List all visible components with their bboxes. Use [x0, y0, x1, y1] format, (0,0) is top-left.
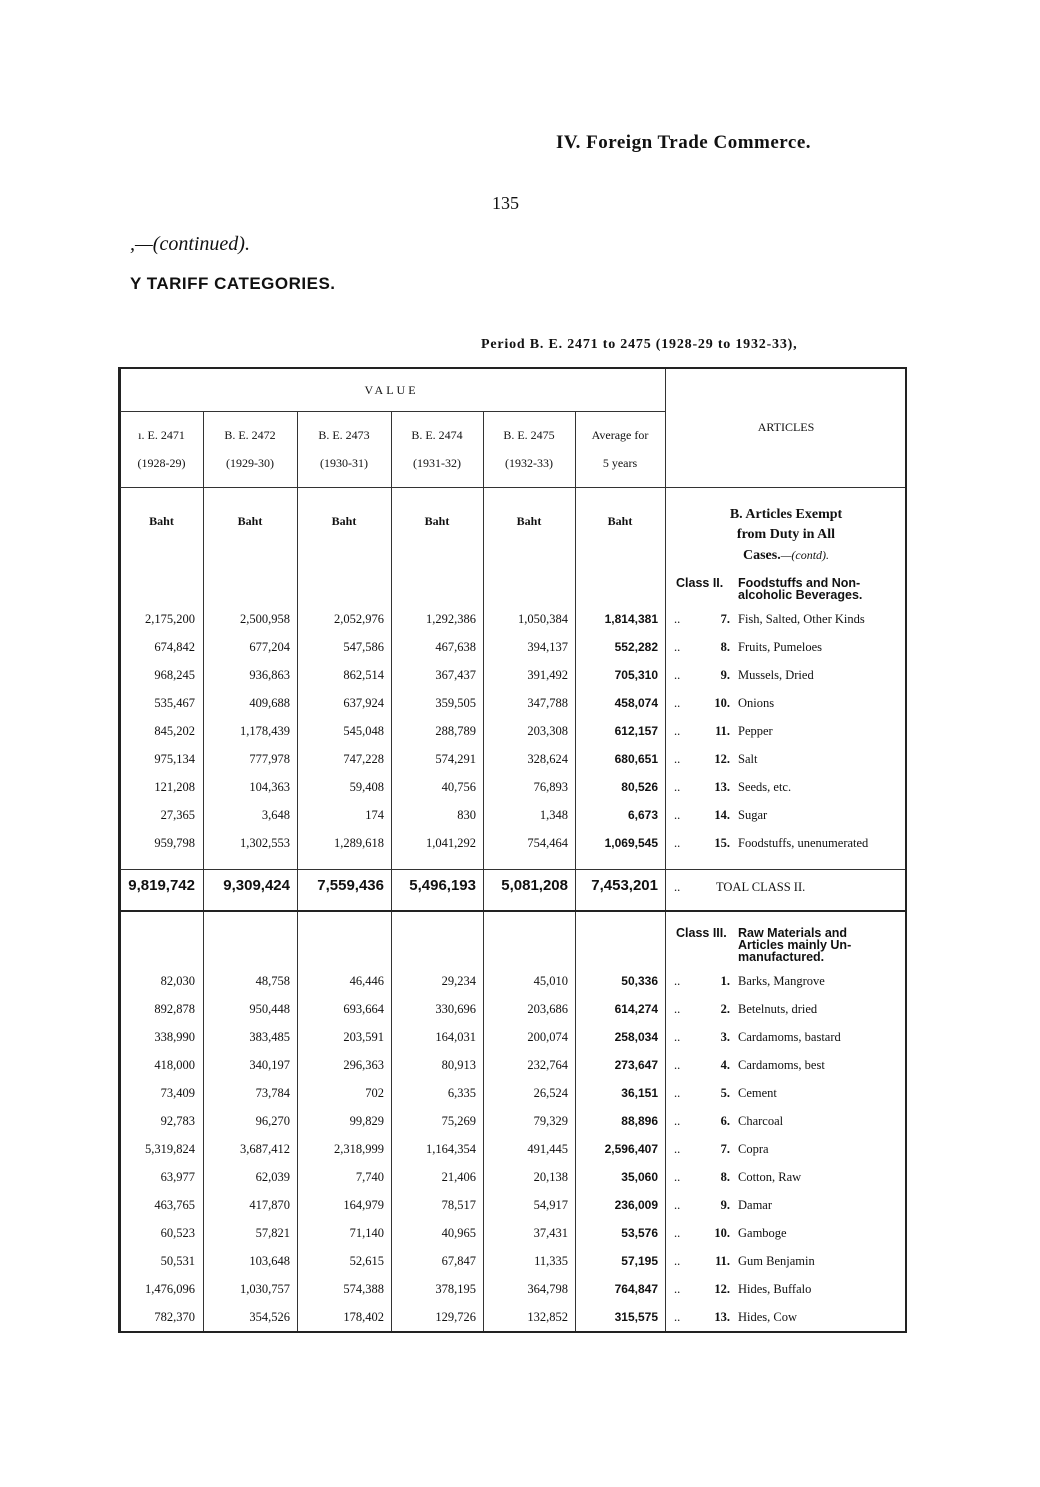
leader-dots: ..: [674, 1170, 681, 1184]
value-cell: 340,197: [249, 1058, 290, 1072]
value-cell: 29,234: [441, 974, 476, 988]
article-number: 3.: [720, 1030, 730, 1044]
total-cell: 5,496,193: [409, 877, 476, 894]
value-cell: 1,030,757: [240, 1282, 290, 1296]
column-year: B. E. 2472: [224, 428, 276, 442]
value-cell: 60,523: [160, 1226, 195, 1240]
article-label: [674, 780, 791, 795]
leader-dots: ..: [674, 1198, 681, 1212]
value-cell: 680,651: [614, 752, 658, 766]
class2-heading: [676, 577, 906, 601]
value-cell: 705,310: [614, 668, 658, 682]
article-name: Fish, Salted, Other Kinds: [738, 612, 865, 626]
value-cell: 535,467: [154, 696, 195, 710]
value-cell: 491,445: [527, 1142, 568, 1156]
article-name: Cardamoms, bastard: [738, 1030, 841, 1044]
value-cell: 394,137: [527, 640, 568, 654]
column-period: (1932-33): [505, 456, 553, 470]
value-cell: 71,140: [349, 1226, 384, 1240]
value-cell: 59,408: [349, 780, 384, 794]
column-unit: Baht: [331, 514, 357, 528]
article-number: 8.: [720, 1170, 730, 1184]
value-cell: 764,847: [614, 1282, 658, 1296]
leader-dots: ..: [674, 640, 681, 654]
leader-dots: ..: [674, 836, 681, 850]
value-cell: 614,274: [614, 1002, 658, 1016]
value-cell: 75,269: [441, 1114, 476, 1128]
value-cell: 99,829: [349, 1114, 384, 1128]
value-cell: 2,596,407: [604, 1142, 658, 1156]
value-cell: 50,336: [621, 974, 658, 988]
value-cell: 2,318,999: [334, 1142, 384, 1156]
value-cell: 936,863: [249, 668, 290, 682]
value-cell: 236,009: [614, 1198, 658, 1212]
value-cell: 552,282: [614, 640, 658, 654]
column-year: B. E. 2475: [503, 428, 555, 442]
value-cell: 121,208: [154, 780, 195, 794]
value-cell: 1,814,381: [604, 612, 658, 626]
value-cell: 677,204: [249, 640, 290, 654]
value-cell: 862,514: [343, 668, 384, 682]
leader-dots: ..: [674, 1002, 681, 1016]
value-cell: 1,069,545: [604, 836, 658, 850]
value-cell: 35,060: [621, 1170, 658, 1184]
value-cell: 6,673: [627, 808, 658, 822]
article-name: Hides, Cow: [738, 1310, 798, 1324]
column-period: 5 years: [602, 456, 638, 470]
article-label: [674, 1058, 825, 1073]
class3-title-line1: Raw Materials and: [738, 926, 848, 940]
group-heading-contd: —(contd).: [780, 548, 830, 562]
article-label: [674, 1282, 811, 1297]
article-number: 7.: [720, 612, 730, 626]
article-label: [674, 836, 868, 851]
value-cell: 37,431: [533, 1226, 568, 1240]
value-cell: 378,195: [435, 1282, 476, 1296]
leader-dots: ..: [674, 1282, 681, 1296]
article-label: [674, 696, 774, 711]
group-heading-line3: [670, 545, 902, 566]
value-cell: 52,615: [349, 1254, 384, 1268]
class3-label: Class III.: [676, 926, 727, 940]
article-name: Fruits, Pumeloes: [738, 640, 823, 654]
article-label: [674, 612, 865, 627]
article-number: 15.: [714, 836, 730, 850]
value-cell: 57,821: [255, 1226, 290, 1240]
leader-dots: ..: [674, 1058, 681, 1072]
article-name: Sugar: [738, 808, 768, 822]
article-label: [674, 668, 814, 683]
value-cell: 129,726: [435, 1310, 476, 1324]
class2-title-line2: alcoholic Beverages.: [738, 588, 863, 602]
article-number: 9.: [720, 668, 730, 682]
value-cell: 80,526: [621, 780, 658, 794]
article-name: Damar: [738, 1198, 773, 1212]
value-cell: 7,740: [355, 1170, 384, 1184]
column-unit: Baht: [516, 514, 542, 528]
value-cell: 367,437: [435, 668, 476, 682]
row-rule: [120, 487, 905, 488]
value-cell: 232,764: [527, 1058, 568, 1072]
article-name: Gum Benjamin: [738, 1254, 815, 1268]
value-cell: 2,500,958: [240, 612, 290, 626]
group-heading: [670, 505, 902, 566]
column-period: (1929-30): [226, 456, 274, 470]
group-heading-line1: B. Articles Exempt: [729, 507, 843, 522]
article-name: Hides, Buffalo: [738, 1282, 812, 1296]
leader-dots: ..: [674, 808, 681, 822]
value-cell: 3,687,412: [240, 1142, 290, 1156]
value-cell: 637,924: [343, 696, 384, 710]
value-cell: 968,245: [154, 668, 195, 682]
article-number: 11.: [715, 724, 730, 738]
value-cell: 40,756: [441, 780, 476, 794]
leader-dots: ..: [674, 974, 681, 988]
article-label: [674, 1002, 817, 1017]
article-label: [674, 974, 825, 989]
value-cell: 88,896: [621, 1114, 658, 1128]
article-name: Foodstuffs, unenumerated: [738, 836, 869, 850]
value-cell: 417,870: [249, 1198, 290, 1212]
value-cell: 330,696: [435, 1002, 476, 1016]
article-number: 14.: [714, 808, 730, 822]
value-cell: 6,335: [447, 1086, 476, 1100]
value-cell: 693,664: [343, 1002, 384, 1016]
column-rule: [203, 411, 204, 1331]
leader-dots: ..: [674, 1310, 681, 1324]
value-cell: 63,977: [160, 1170, 195, 1184]
value-cell: 830: [457, 808, 476, 822]
value-cell: 545,048: [343, 724, 384, 738]
column-rule: [297, 411, 298, 1331]
value-cell: 1,289,618: [334, 836, 384, 850]
article-label: [674, 752, 757, 767]
value-cell: 754,464: [527, 836, 568, 850]
article-number: 12.: [714, 752, 730, 766]
column-period: (1930-31): [320, 456, 368, 470]
value-cell: 45,010: [533, 974, 568, 988]
value-cell: 467,638: [435, 640, 476, 654]
leader-dots: ..: [674, 1226, 681, 1240]
value-cell: 11,335: [534, 1254, 568, 1268]
row-rule: [120, 869, 905, 870]
value-cell: 50,531: [160, 1254, 195, 1268]
article-name: Onions: [738, 696, 775, 710]
value-cell: 20,138: [533, 1170, 568, 1184]
value-cell: 747,228: [343, 752, 384, 766]
column-rule: [575, 411, 576, 1331]
article-name: Cotton, Raw: [738, 1170, 802, 1184]
article-label: [674, 1170, 801, 1185]
leader-dots: ..: [674, 880, 681, 894]
article-name: Pepper: [738, 724, 773, 738]
value-cell: 1,348: [539, 808, 568, 822]
value-cell: 79,329: [533, 1114, 568, 1128]
value-cell: 3,648: [261, 808, 290, 822]
article-label: [674, 1310, 797, 1325]
leader-dots: ..: [674, 1142, 681, 1156]
column-unit: Baht: [149, 514, 174, 528]
value-cell: 178,402: [343, 1310, 384, 1324]
value-cell: 27,365: [160, 808, 195, 822]
value-cell: 347,788: [527, 696, 568, 710]
total-cell: 7,453,201: [591, 877, 658, 894]
article-name: Seeds, etc.: [738, 780, 792, 794]
row-rule: [120, 910, 905, 912]
value-cell: 82,030: [160, 974, 195, 988]
article-number: 7.: [720, 1142, 730, 1156]
value-cell: 1,164,354: [426, 1142, 476, 1156]
total-name: TOAL CLASS II.: [716, 880, 806, 894]
value-cell: 203,686: [527, 1002, 568, 1016]
value-cell: 48,758: [255, 974, 290, 988]
leader-dots: ..: [674, 1114, 681, 1128]
article-number: 1.: [720, 974, 730, 988]
period-caption: Period B. E. 2471 to 2475 (1928-29 to 1932-33),: [481, 337, 798, 352]
group-heading-line2: from Duty in All: [736, 527, 836, 542]
value-cell: 2,175,200: [145, 612, 195, 626]
value-cell: 1,302,553: [240, 836, 290, 850]
value-cell: 53,576: [621, 1226, 658, 1240]
value-cell: 273,647: [614, 1058, 658, 1072]
value-cell: 328,624: [527, 752, 568, 766]
value-cell: 73,409: [160, 1086, 195, 1100]
article-label: [674, 1086, 777, 1101]
column-period: (1931-32): [413, 456, 461, 470]
value-cell: 463,765: [154, 1198, 195, 1212]
leader-dots: ..: [674, 1254, 681, 1268]
value-cell: 132,852: [527, 1310, 568, 1324]
page-number: 135: [492, 193, 519, 213]
article-number: 12.: [714, 1282, 730, 1296]
value-cell: 782,370: [154, 1310, 195, 1324]
column-unit: Baht: [424, 514, 450, 528]
column-period: (1928-29): [137, 456, 186, 470]
value-cell: 36,151: [621, 1086, 658, 1100]
value-cell: 104,363: [249, 780, 290, 794]
article-number: 2.: [720, 1002, 730, 1016]
article-label: [674, 1198, 772, 1213]
total-cell: 7,559,436: [317, 877, 384, 894]
leader-dots: ..: [674, 780, 681, 794]
total-label: [674, 880, 805, 895]
leader-dots: ..: [674, 724, 681, 738]
value-cell: 73,784: [255, 1086, 290, 1100]
value-cell: 418,000: [154, 1058, 195, 1072]
value-cell: 547,586: [343, 640, 384, 654]
value-cell: 40,965: [441, 1226, 476, 1240]
value-cell: 359,505: [435, 696, 476, 710]
value-cell: 5,319,824: [145, 1142, 195, 1156]
value-cell: 574,291: [435, 752, 476, 766]
article-label: [674, 640, 822, 655]
value-cell: 164,979: [343, 1198, 384, 1212]
article-label: [674, 1114, 783, 1129]
value-cell: 338,990: [154, 1030, 195, 1044]
group-heading-cases: Cases.: [742, 548, 781, 563]
leader-dots: ..: [674, 1030, 681, 1044]
value-cell: 200,074: [527, 1030, 568, 1044]
row-rule: [120, 411, 665, 412]
article-name: Betelnuts, dried: [738, 1002, 818, 1016]
article-number: 6.: [720, 1114, 730, 1128]
article-name: Barks, Mangrove: [738, 974, 825, 988]
value-cell: 103,648: [249, 1254, 290, 1268]
value-cell: 21,406: [441, 1170, 476, 1184]
article-number: 5.: [720, 1086, 730, 1100]
total-cell: 9,819,742: [128, 877, 195, 894]
article-number: 10.: [714, 1226, 730, 1240]
total-cell: 5,081,208: [501, 877, 568, 894]
article-name: Salt: [738, 752, 758, 766]
value-cell: 458,074: [614, 696, 658, 710]
article-name: Cardamoms, best: [738, 1058, 825, 1072]
value-cell: 288,789: [435, 724, 476, 738]
value-cell: 674,842: [154, 640, 195, 654]
article-number: 11.: [715, 1254, 730, 1268]
value-cell: 78,517: [441, 1198, 476, 1212]
value-cell: 203,308: [527, 724, 568, 738]
class3-title-line3: manufactured.: [738, 950, 825, 964]
column-year: ı. E. 2471: [138, 428, 185, 442]
article-label: [674, 808, 767, 823]
value-cell: 164,031: [435, 1030, 476, 1044]
column-rule: [665, 369, 666, 1331]
leader-dots: ..: [674, 752, 681, 766]
article-label: [674, 1254, 815, 1269]
value-header: VALUE: [364, 383, 419, 397]
value-cell: 1,050,384: [518, 612, 568, 626]
article-name: Gamboge: [738, 1226, 787, 1240]
leader-dots: ..: [674, 1086, 681, 1100]
column-rule: [483, 411, 484, 1331]
value-cell: 845,202: [154, 724, 195, 738]
page-heading: Y TARIFF CATEGORIES.: [130, 274, 336, 293]
value-cell: 2,052,976: [334, 612, 384, 626]
value-cell: 1,178,439: [240, 724, 290, 738]
value-cell: 354,526: [249, 1310, 290, 1324]
article-number: 8.: [720, 640, 730, 654]
article-number: 9.: [720, 1198, 730, 1212]
article-number: 10.: [714, 696, 730, 710]
article-name: Cement: [738, 1086, 777, 1100]
value-cell: 959,798: [154, 836, 195, 850]
section-title: IV. Foreign Trade Commerce.: [556, 132, 812, 153]
value-cell: 1,041,292: [426, 836, 476, 850]
value-cell: 57,195: [621, 1254, 658, 1268]
leader-dots: ..: [674, 612, 681, 626]
article-label: [674, 724, 773, 739]
continued-note: ,—(continued).: [130, 233, 250, 255]
class2-title-line1: Foodstuffs and Non-: [738, 576, 861, 590]
value-cell: 96,270: [255, 1114, 290, 1128]
articles-header: ARTICLES: [757, 420, 815, 434]
leader-dots: ..: [674, 696, 681, 710]
value-cell: 1,292,386: [426, 612, 476, 626]
value-cell: 76,893: [533, 780, 568, 794]
value-cell: 950,448: [249, 1002, 290, 1016]
article-number: 4.: [720, 1058, 730, 1072]
column-year: B. E. 2473: [318, 428, 370, 442]
value-cell: 892,878: [154, 1002, 195, 1016]
class3-heading: [676, 927, 906, 963]
class2-label: Class II.: [676, 576, 724, 590]
class3-title-line2: Articles mainly Un-: [738, 938, 852, 952]
value-cell: 92,783: [160, 1114, 195, 1128]
value-cell: 1,476,096: [145, 1282, 195, 1296]
value-cell: 409,688: [249, 696, 290, 710]
column-unit: Baht: [607, 514, 633, 528]
value-cell: 203,591: [343, 1030, 384, 1044]
value-cell: 46,446: [349, 974, 384, 988]
value-cell: 574,388: [343, 1282, 384, 1296]
value-cell: 975,134: [154, 752, 195, 766]
value-cell: 383,485: [249, 1030, 290, 1044]
article-name: Mussels, Dried: [738, 668, 814, 682]
column-year: B. E. 2474: [411, 428, 463, 442]
value-cell: 296,363: [343, 1058, 384, 1072]
article-name: Copra: [738, 1142, 769, 1156]
value-cell: 54,917: [533, 1198, 568, 1212]
value-cell: 612,157: [614, 724, 658, 738]
value-cell: 67,847: [441, 1254, 476, 1268]
total-cell: 9,309,424: [223, 877, 290, 894]
value-cell: 26,524: [533, 1086, 568, 1100]
article-label: [674, 1226, 787, 1241]
value-cell: 62,039: [255, 1170, 290, 1184]
value-cell: 174: [365, 808, 384, 822]
article-label: [674, 1142, 769, 1157]
column-rule: [391, 411, 392, 1331]
value-cell: 391,492: [527, 668, 568, 682]
value-cell: 777,978: [249, 752, 290, 766]
leader-dots: ..: [674, 668, 681, 682]
article-label: [674, 1030, 841, 1045]
column-unit: Baht: [237, 514, 263, 528]
article-number: 13.: [714, 1310, 730, 1324]
value-cell: 315,575: [614, 1310, 658, 1324]
value-cell: 258,034: [614, 1030, 658, 1044]
value-cell: 702: [365, 1086, 384, 1100]
value-cell: 364,798: [527, 1282, 568, 1296]
article-number: 13.: [714, 780, 730, 794]
column-year: Average for: [591, 428, 649, 442]
article-name: Charcoal: [738, 1114, 784, 1128]
value-cell: 80,913: [441, 1058, 476, 1072]
